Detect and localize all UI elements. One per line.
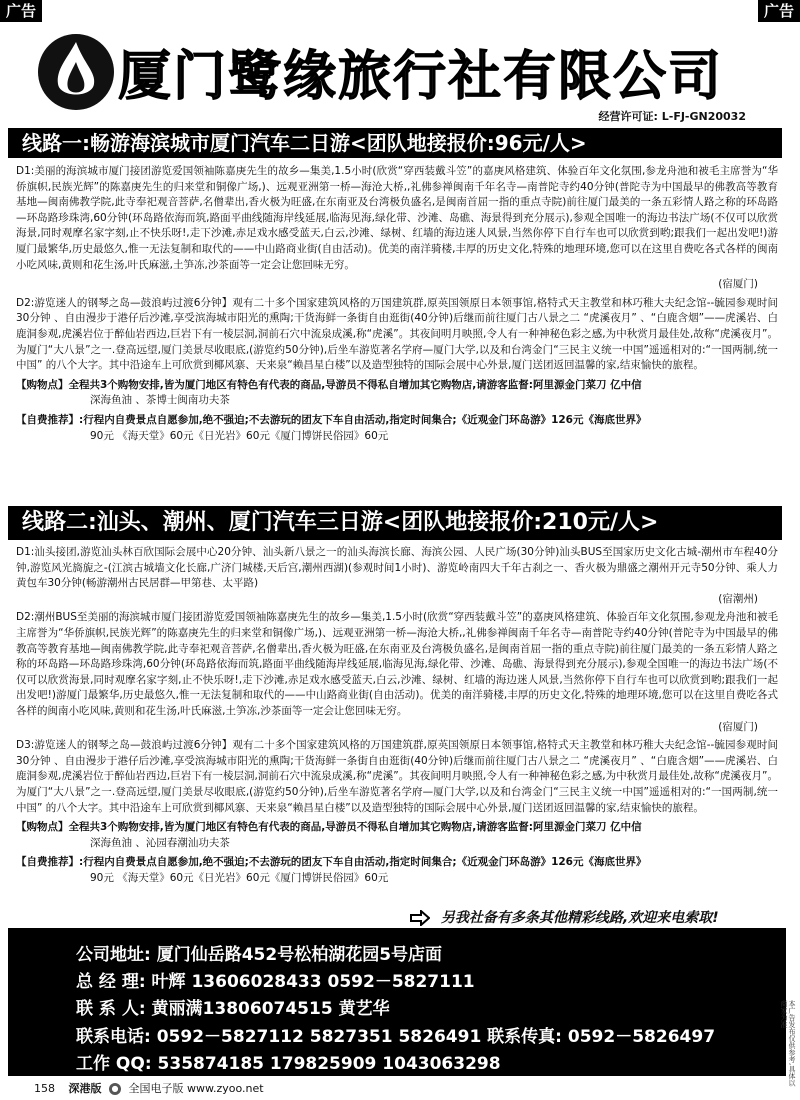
- route2-day3: D3:游览迷人的钢琴之岛—鼓浪屿过渡6分钟】观有二十多个国家建筑风格的万国建筑群,原英国领原日本领事馆,格特式天主教堂和林巧稚大夫纪念馆--毓园参观时间30分钟 、自由漫步于港仔后沙滩,享受滨海城市阳光的熏陶;干货海鲜一条街自由逛街(40分钟)后继而前往厦门古八景之二 “虎溪夜月” 、“白鹿含烟”——虎溪岩、白鹿洞参观,虎溪岩位于醉仙岩西边,巨岩下有一棱层洞,洞前石穴中流泉成溪,称“虎溪”。其夜间明月映照,令人有一种神秘色彩之感,为中秋赏月最佳处,故称“虎溪夜月”。为厦门“大八景”之一.登高远望,厦门美景尽收眼底,(游览约50分钟),后坐车游览著名学府—厦门大学,以及和台湾金门“三民主义统一中国”遥遥相对的:“一国两制,统一中国” 的八个大字。其中沿途车上可欣赏到椰风寨、天来泉“赖昌星白楼”以及造型独特的国际会展中心外景,厦门送团返回温馨的家,结束愉快的旅程。: [16, 739, 778, 814]
- contact-qq: 工作 QQ: 535874185 179825909 1043063298: [76, 1054, 501, 1074]
- contact-address: 公司地址: 厦门仙岳路452号松柏湖花园5号店面: [76, 945, 443, 965]
- route1-day1-stay: (宿厦门): [718, 278, 758, 291]
- contact-manager: 总 经 理: 叶辉 13606028433 0592－5827111: [76, 972, 475, 992]
- more-routes-notice: [410, 907, 719, 927]
- company-logo-icon: [36, 32, 116, 112]
- route1-optional-2: 90元 《海天堂》60元《日光岩》60元《厦门博饼民俗园》60元: [90, 429, 389, 442]
- company-header: [36, 30, 776, 123]
- business-license: 经营许可证: L-FJ-GN20032: [598, 110, 746, 123]
- route1-shopping-2: 深海鱼油 、茶博士闽南功夫茶: [90, 394, 230, 407]
- arrow-right-icon: [410, 910, 430, 926]
- route1-title: 线路一:畅游海滨城市厦门汽车二日游<团队地接报价:96元/人>: [8, 128, 782, 158]
- route2-day2: D2:潮州BUS至美丽的海滨城市厦门接团游览爱国领袖陈嘉庚先生的故乡—集美,1.5小时(欣赏“穿西装戴斗笠”的嘉庚风格建筑、体验百年文化氛围,参观龙舟池和被毛主席誉为“华侨旗帜,民族光辉”的陈嘉庚先生的归来堂和铜像广场,)、远观亚洲第一桥—海沧大桥,,礼佛参禅闽南千年名寺—南普陀寺约40分钟(普陀寺为中国最早的佛教高等教育基地—闽南佛教学院,此寺奉祀观音菩萨,名僧辈出,香火极为旺盛,在东南亚及台湾极负盛名,是闽南首屈一指的重点寺院)前往厦门最美的一条五彩情人路之称的环岛路—环岛路珍珠湾,60分钟(环岛路依海而筑,路面平曲线随海岸线延展,临海见海,绿化带、沙滩、岛礁、海景得到充分展示),参观全国唯一的海边书法广场(不仅可以欣赏海景,同时观摩名家字刻,止不快乐呀!,走下沙滩,赤足戏水感受蓝天,白云,沙滩、绿树、红墙的海边迷人风景,当然你停下自行车也可以欣赏到哟;跟我们一起出发吧!)游厦门最繁华,历史最悠久,惟一无法复制和取代的——中山路商业街(自由活动)。优美的南洋骑楼,丰厚的历史文化,特殊的地理环境,您可以在这里自费吃各式各样的闽南小吃风味,黄则和花生汤,叶氏麻滋,土笋冻,沙茶面等一定会让您回味无穷。: [16, 611, 778, 717]
- route2-day1: D1:汕头接团,游览汕头林百欣国际会展中心20分钟、汕头新八景之一的汕头海滨长廊、海滨公园、人民广场(30分钟)汕头BUS至国家历史文化古城-潮州市车程40分钟,游览风光旖旎之-(江滨古城墙文化长廊,广济门城楼,天后宫,潮州西湖)(参观时间1小时)、游览岭南四大千年古刹之一、香火极为鼎盛之潮州开元寺50分钟、乘人力黄包车30分钟(畅游潮州古民居群—甲第巷、太平路): [16, 546, 778, 590]
- route1-day2: D2:游览迷人的钢琴之岛—鼓浪屿过渡6分钟】观有二十多个国家建筑风格的万国建筑群,原英国领原日本领事馆,格特式天主教堂和林巧稚大夫纪念馆--毓园参观时间30分钟 、自由漫步于港仔后沙滩,享受滨海城市阳光的熏陶;干货海鲜一条街自由逛街(40分钟)后继而前往厦门古八景之二 “虎溪夜月” 、“白鹿含烟”——虎溪岩、白鹿洞参观,虎溪岩位于醉仙岩西边,巨岩下有一棱层洞,洞前石穴中流泉成溪,称“虎溪”。其夜间明月映照,令人有一种神秘色彩之感,为中秋赏月最佳处,故称“虎溪夜月”。为厦门“大八景”之一.登高远望,厦门美景尽收眼底,(游览约50分钟),后坐车游览著名学府—厦门大学,以及和台湾金门“三民主义统一中国”遥遥相对的:“一国两制,统一中国” 的八个大字。其中沿途车上可欣赏到椰风寨、天来泉“赖昌星白楼”以及造型独特的国际会展中心外景,厦门送团返回温馨的家,结束愉快的旅程。: [16, 296, 778, 372]
- contact-panel: [8, 928, 786, 1076]
- route2-optional: 【自费推荐】:行程内自费景点自愿参加,绝不强迫;不去游玩的团友下车自由活动,指定时间集合;《近观金门环岛游》126元《海底世界》: [16, 856, 647, 869]
- route2-shopping-2: 深海鱼油 、沁园春潮汕功夫茶: [90, 836, 230, 849]
- side-disclaimer: 本广告发布仅供参考,具体以商家为准: [780, 1000, 796, 1087]
- website-text[interactable]: 全国电子版 www.zyoo.net: [128, 1082, 264, 1095]
- more-routes-text: 另我社备有多条其他精彩线路,欢迎来电索取!: [440, 910, 719, 926]
- route2-shopping: 【购物点】全程共3个购物安排,皆为厦门地区有特色有代表的商品,导游员不得私自增加其它购物店,请游客监督:阿里源金门菜刀 亿中信: [16, 821, 642, 834]
- contact-phone: 联系电话: 0592－5827112 5827351 5826491 联系传真: 0592－5826497: [76, 1027, 716, 1047]
- company-name: 厦门鹭缘旅行社有限公司: [118, 45, 723, 107]
- route1-shopping: 【购物点】全程共3个购物安排,皆为厦门地区有特色有代表的商品,导游员不得私自增加其它购物店,请游客监督:阿里源金门菜刀 亿中信: [16, 378, 642, 391]
- ad-label-right: 广告: [758, 0, 800, 22]
- edition-badge-icon: ●: [109, 1083, 121, 1095]
- route1-content: [16, 164, 778, 448]
- route2-content: [16, 545, 778, 890]
- route2-title: 线路二:汕头、潮州、厦门汽车三日游<团队地接报价:210元/人>: [8, 506, 782, 540]
- route2-optional-2: 90元 《海天堂》60元《日光岩》60元《厦门博饼民俗园》60元: [90, 871, 389, 884]
- ad-label-left: 广告: [0, 0, 42, 22]
- edition-label: 深港版: [68, 1082, 102, 1095]
- route1-day1: D1:美丽的海滨城市厦门接团游览爱国领袖陈嘉庚先生的故乡—集美,1.5小时(欣赏“穿西装戴斗笠”的嘉庚风格建筑、体验百年文化氛围,参龙舟池和被毛主席誉为“华侨旗帜,民族光辉”的陈嘉庚先生的归来堂和铜像广场,)、远观亚洲第一桥—海沧大桥,,礼佛参禅闽南千年名寺—南普陀寺约40分钟(普陀寺为中国最早的佛教高等教育基地—闽南佛教学院,此寺奉祀观音菩萨,名僧辈出,香火极为旺盛,在东南亚及台湾极负盛名,是闽南首屈一指的重点寺院)前往厦门最美的一条五彩情人路之称的环岛路—环岛路珍珠湾,60分钟(环岛路依海而筑,路面平曲线随海岸线延展,临海见海,绿化带、沙滩、岛礁、海景得到充分展示),参观全国唯一的海边书法广场(不仅可以欣赏海景,同时观摩名家字刻,止不快乐呀!,走下沙滩,赤足戏水感受蓝天,白云,沙滩、绿树、红墙的海边迷人风景,当然你停下自行车也可以欣赏到哟;跟我们一起出发吧!)游厦门最繁华,历史最悠久,惟一无法复制和取代的——中山路商业街(自由活动)。优美的南洋骑楼,丰厚的历史文化,特殊的地理环境,您可以在这里自费吃各式各样的闽南小吃风味,黄则和花生汤,叶氏麻滋,土笋冻,沙茶面等一定会让您回味无穷。: [16, 165, 778, 271]
- contact-person: 联 系 人: 黄丽满13806074515 黄艺华: [76, 999, 390, 1019]
- page-footer: [34, 1080, 264, 1096]
- route2-day1-stay: (宿潮州): [718, 592, 758, 605]
- route1-optional: 【自费推荐】:行程内自费景点自愿参加,绝不强迫;不去游玩的团友下车自由活动,指定时间集合;《近观金门环岛游》126元《海底世界》: [16, 413, 647, 426]
- route2-day2-stay: (宿厦门): [718, 720, 758, 733]
- page-number: 158: [34, 1082, 55, 1095]
